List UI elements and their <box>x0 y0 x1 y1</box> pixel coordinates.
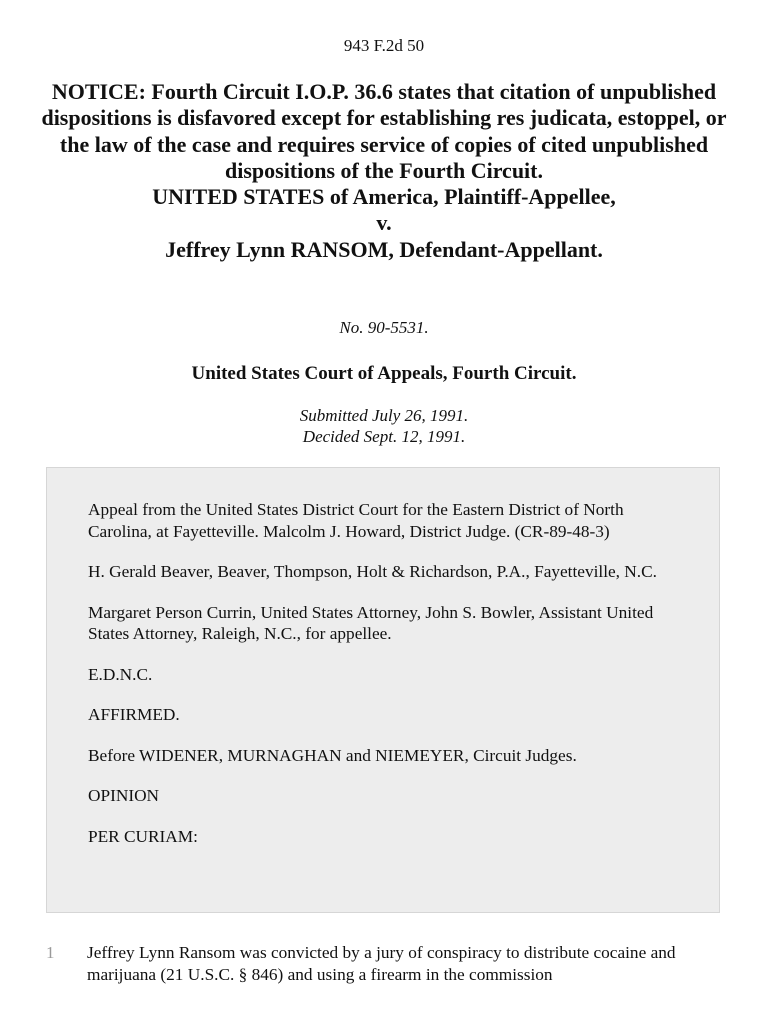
counsel-appellant: H. Gerald Beaver, Beaver, Thompson, Holt & Richardson, P.A., Fayetteville, N.C. <box>88 562 657 581</box>
plaintiff-line: UNITED STATES of America, Plaintiff-Appellee, <box>152 184 616 210</box>
case-details-content <box>88 499 688 866</box>
defendant-line: Jeffrey Lynn RANSOM, Defendant-Appellant. <box>165 236 603 262</box>
opinion-label: OPINION <box>88 786 160 805</box>
appeal-info: Appeal from the United States District Court for the Eastern District of North Carolina, at Fayetteville. Malcolm J. Howard, District Judge. (CR-89-48-3) <box>88 500 624 541</box>
notice-text: NOTICE: Fourth Circuit I.O.P. 36.6 states that citation of unpublished dispositions is disfavored except for establishing res judicata, estoppel, or the law of the case and requires service of copies of cited unpublished dispositions of the Fourth Circuit. <box>41 79 727 183</box>
case-details-panel <box>46 467 720 913</box>
docket-number: No. 90-5531. <box>339 318 429 337</box>
paragraph-text: Jeffrey Lynn Ransom was convicted by a jury of conspiracy to distribute cocaine and marijuana (21 U.S.C. § 846) and using a firearm in the commission <box>87 943 676 984</box>
per-curiam-label: PER CURIAM: <box>88 826 198 846</box>
submitted-date: Submitted July 26, 1991. <box>299 406 469 425</box>
citation: 943 F.2d 50 <box>343 36 425 55</box>
versus-line: v. <box>376 210 392 236</box>
disposition: AFFIRMED. <box>88 705 180 724</box>
counsel-appellee: Margaret Person Currin, United States Attorney, John S. Bowler, Assistant United States Attorney, Raleigh, N.C., for appellee. <box>88 602 654 643</box>
case-dates <box>0 405 768 447</box>
decided-date: Decided Sept. 12, 1991. <box>302 427 466 446</box>
judges-panel: Before WIDENER, MURNAGHAN and NIEMEYER, Circuit Judges. <box>88 745 577 765</box>
case-caption <box>40 79 728 263</box>
court-name: United States Court of Appeals, Fourth Circuit. <box>191 363 577 384</box>
paragraph-number: 1 <box>46 943 55 962</box>
district-abbrev: E.D.N.C. <box>88 664 153 684</box>
